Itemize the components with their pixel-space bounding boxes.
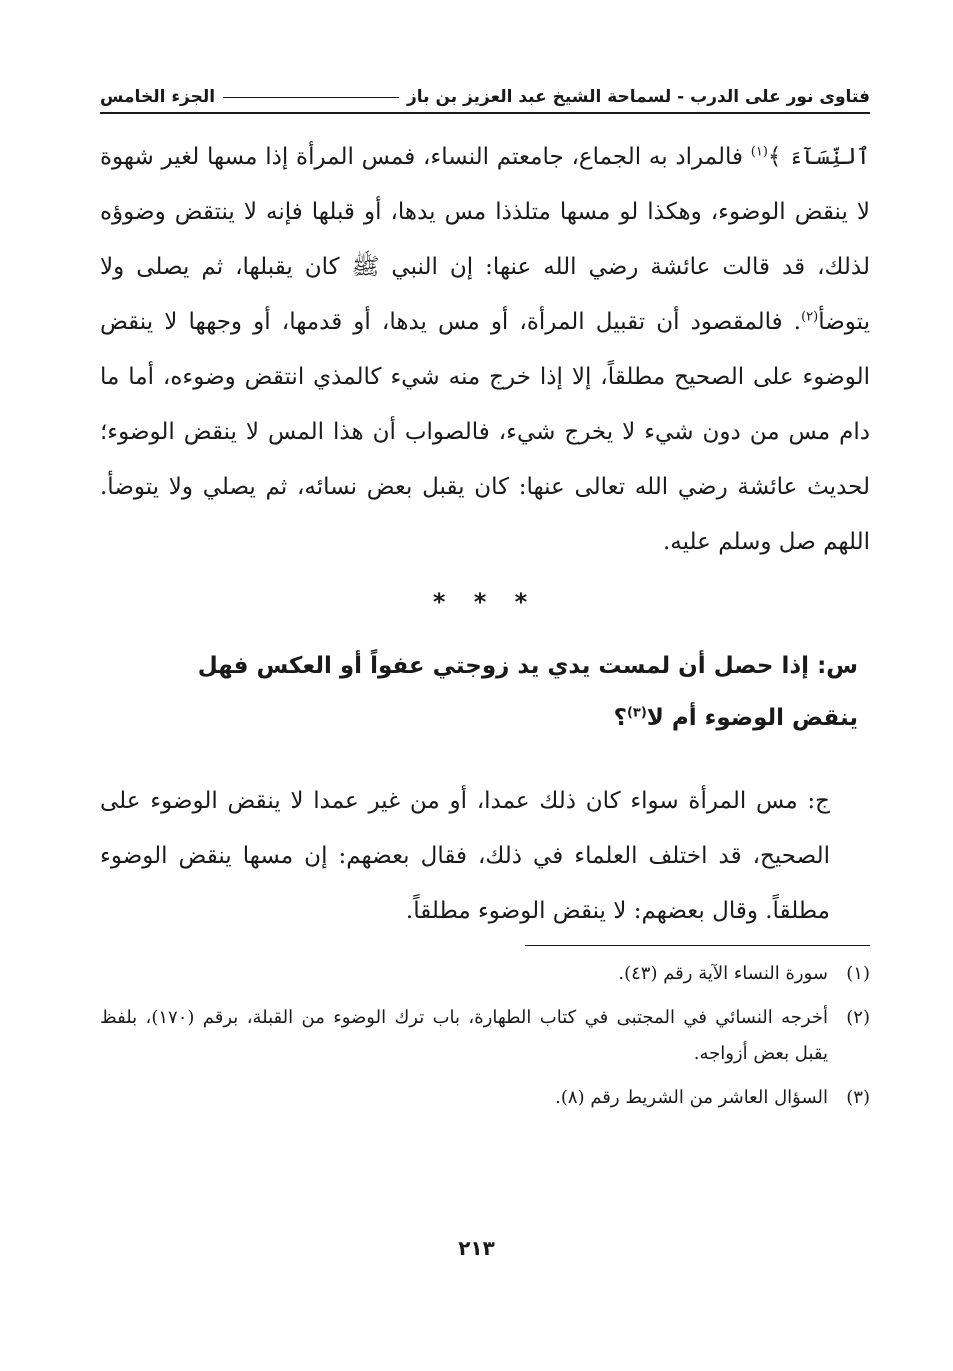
footnote-ref-1[interactable]: (١) bbox=[750, 144, 768, 160]
footnote-text: أخرجه النسائي في المجتبى في كتاب الطهارة، باب ترك الوضوء من القبلة، برقم (١٧٠)، بلفظ يقبل بعض أزواجه. bbox=[100, 1007, 828, 1064]
footnote-ref-3[interactable]: (٣) bbox=[626, 705, 647, 721]
footnote-number: (١) bbox=[846, 963, 870, 984]
question-label: س: bbox=[817, 653, 858, 679]
question-text: إذا حصل أن لمست يدي يد زوجتي عفواً أو العكس فهل ينقض الوضوء أم لا bbox=[197, 653, 858, 731]
running-header bbox=[100, 82, 870, 114]
section-separator: * * * bbox=[432, 588, 538, 616]
quran-fragment: ٱلنِّسَآءَ ﴾ bbox=[767, 144, 870, 170]
footnote-2 bbox=[100, 1000, 870, 1072]
footnote-divider bbox=[525, 945, 870, 946]
main-paragraph bbox=[100, 130, 870, 570]
header-rule bbox=[223, 96, 399, 98]
answer-label: ج: bbox=[807, 788, 830, 814]
question-mark: ؟ bbox=[613, 705, 627, 731]
footnote-3 bbox=[100, 1080, 870, 1116]
question bbox=[100, 640, 870, 744]
paragraph-text: فالمراد به الجماع، جامعتم النساء، فمس المرأة إذا مسها لغير شهوة لا ينقض الوضوء، وهكذا لو مسها متلذذا مس يدها، أو قبلها فإنه لا ينتقض وضوؤه لذلك، قد قالت عائشة رضي الله عنها: إن النبي ﷺ كان يقبلها، ثم يصلى ولا يتوضأ bbox=[100, 144, 870, 335]
footnote-text: السؤال العاشر من الشريط رقم (٨). bbox=[555, 1087, 828, 1108]
answer bbox=[100, 774, 870, 939]
footnote-ref-2[interactable]: (٢) bbox=[801, 309, 819, 325]
header-volume: الجزء الخامس bbox=[100, 87, 216, 107]
answer-text: مس المرأة سواء كان ذلك عمدا، أو من غير عمدا لا ينقض الوضوء على الصحيح، قد اختلف العلماء في ذلك، فقال بعضهم: إن مسها ينقض الوضوء مطلقاً. وقال بعضهم: لا ينقض الوضوء مطلقاً. bbox=[100, 788, 830, 924]
page-number: ٢١٣ bbox=[458, 1236, 495, 1260]
page bbox=[100, 82, 870, 1124]
footnote-number: (٢) bbox=[846, 1007, 870, 1028]
header-title: فتاوى نور على الدرب - لسماحة الشيخ عبد العزيز بن باز bbox=[407, 87, 870, 107]
footnotes bbox=[100, 956, 870, 1116]
footnote-text: سورة النساء الآية رقم (٤٣). bbox=[618, 963, 828, 984]
footnote-number: (٣) bbox=[846, 1087, 870, 1108]
paragraph-text-continued: . فالمقصود أن تقبيل المرأة، أو مس يدها، أو قدمها، أو وجهها لا ينقض الوضوء على الصحيح مطلقاً، إلا إذا خرج منه شيء كالمذي انتقض وضوءه، أما ما دام مس من دون شيء لا يخرج شيء، فالصواب أن هذا المس لا ينقض الوضوء؛ لحديث عائشة رضي الله تعالى عنها: كان يقبل بعض نسائه، ثم يصلي ولا يتوضأ. اللهم صل وسلم عليه. bbox=[100, 309, 870, 555]
footnote-1 bbox=[100, 956, 870, 992]
